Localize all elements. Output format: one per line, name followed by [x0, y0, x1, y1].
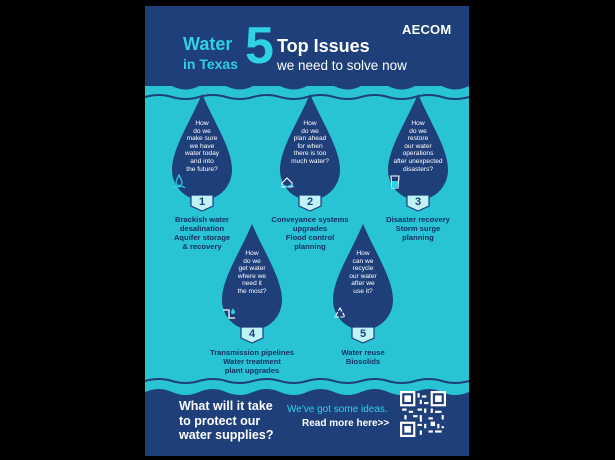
issue-1-labels: Brackish water desalination Aquifer storage & recovery	[173, 215, 231, 251]
aecom-logo: AECOM	[402, 22, 452, 37]
issue-3-question: How do we restore our water operations after unexpected disasters?	[393, 120, 443, 173]
qr-code[interactable]	[400, 391, 446, 437]
header-wave	[145, 80, 469, 94]
issue-5-labels: Water reuse Biosolids	[341, 348, 385, 366]
title-in-texas: in Texas	[183, 56, 238, 72]
read-more-link[interactable]: Read more here>>	[302, 418, 390, 429]
issue-4-drop	[221, 224, 283, 332]
recycle-icon	[332, 306, 348, 322]
footer-ideas-text: We've got some ideas.	[287, 404, 388, 415]
issue-1-badge: 1	[190, 194, 214, 212]
water-drop-hand-icon	[171, 174, 187, 190]
issue-3-drop	[387, 94, 449, 202]
issue-1-drop	[171, 94, 233, 202]
issue-4-question: How do we get water where we need it the most?	[237, 250, 267, 295]
issue-5-drop	[332, 224, 394, 332]
water-glass-icon	[387, 174, 403, 190]
issue-4-badge: 4	[240, 326, 264, 344]
title-water: Water	[183, 34, 233, 54]
issue-5-question: How can we recycle our water after we use it?	[349, 250, 377, 295]
issue-3-badge: 3	[406, 194, 430, 212]
footer-question: What will it take to protect our water supplies?	[179, 399, 274, 442]
issue-4-labels: Transmission pipelines Water treatment plant upgrades	[210, 348, 294, 375]
subtitle: we need to solve now	[277, 58, 407, 73]
issue-2-labels: Conveyance systems upgrades Flood control planning	[271, 215, 349, 251]
title-top-issues: Top Issues	[277, 36, 370, 56]
issue-1-question: How do we make sure we have water today and into the future?	[184, 120, 220, 173]
issue-3-labels: Disaster recovery Storm surge planning	[386, 215, 450, 242]
flood-house-icon	[279, 174, 295, 190]
issue-5-badge: 5	[351, 326, 375, 344]
issue-2-question: How do we plan ahead for when there is too much water?	[291, 120, 329, 165]
issue-2-drop	[279, 94, 341, 202]
issue-2-badge: 2	[298, 194, 322, 212]
footer-wave-line	[145, 376, 469, 386]
infographic-poster	[145, 6, 469, 456]
pipe-drop-icon	[221, 306, 237, 322]
title-number: 5	[245, 17, 274, 75]
